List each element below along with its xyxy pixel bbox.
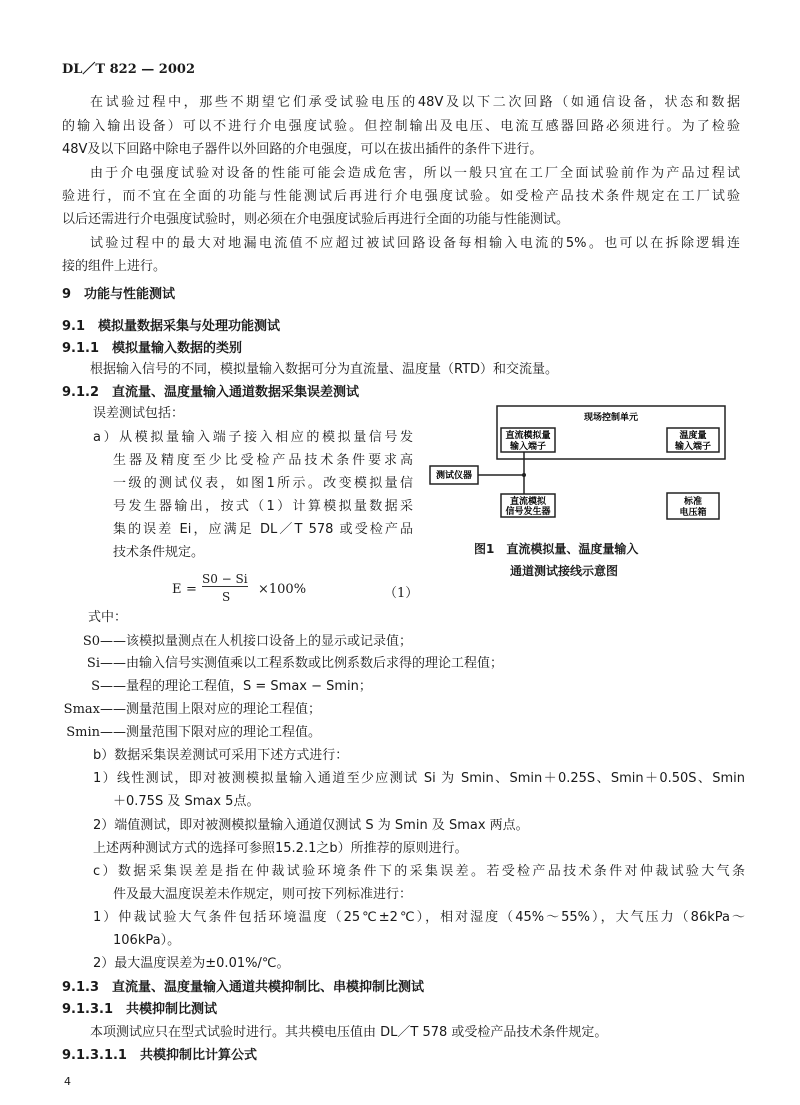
list-item-b1: ＋0.75S 及 Smax 5点。 — [113, 794, 260, 809]
paragraph-line: 在试验过程中，那些不期望它们承受试验电压的48V及以下二次回路（如通信设备，状态和数据 — [90, 95, 740, 110]
field-control-unit-label: 现场控制单元 — [583, 413, 639, 423]
section-heading-9-1-3: 9.1.3 直流量、温度量输入通道共模抑制比、串模抑制比测试 — [62, 980, 425, 995]
temp-terminal-label: 输入端子 — [674, 442, 712, 452]
list-item-a: 号发生器输出，按式（1）计算模拟量数据采 — [113, 499, 413, 514]
page-number: 4 — [64, 1075, 71, 1088]
list-item-b2: 2）端值测试，即对被测模拟量输入通道仅测试 S 为 Smin 及 Smax 两点。 — [93, 818, 529, 833]
voltage-box-label: 电压箱 — [679, 508, 707, 518]
list-item-a: 一级的测试仪表，如图1所示。改变模拟量信 — [113, 476, 413, 491]
list-item-a: 集的误差 Ei，应满足 DL／T 578 或受检产品 — [113, 522, 413, 537]
list-item-a: a）从模拟量输入端子接入相应的模拟量信号发 — [93, 430, 413, 445]
formula-equals: = — [186, 582, 197, 597]
def-symbol: S0 — [82, 634, 100, 649]
paragraph-line: 接的组件上进行。 — [62, 259, 167, 274]
formula-number: （1） — [384, 586, 419, 601]
formula-1 — [172, 570, 419, 610]
paragraph-line: 的输入输出设备）可以不进行介电强度试验。但控制输出及电压、电流互感器回路必须进行。为了检验 — [62, 119, 740, 134]
voltage-box-label: 标准 — [683, 497, 703, 507]
figure-1-diagram — [420, 398, 740, 533]
list-item-c: 件及最大温度误差未作规定，则可按下列标准进行： — [113, 887, 413, 902]
def-text: ——测量范围下限对应的理论工程值。 — [100, 725, 322, 740]
list-item-c1: 1）仲裁试验大气条件包括环境温度（25℃±2℃），相对湿度（45%～55%），大气压力（86kPa～ — [93, 910, 745, 925]
def-symbol: Si — [86, 656, 100, 671]
section-heading-9-1-2: 9.1.2 直流量、温度量输入通道数据采集误差测试 — [62, 385, 360, 400]
list-item-c2: 2）最大温度误差为±0.01%/℃。 — [93, 956, 290, 971]
paragraph-line: 试验过程中的最大对地漏电流值不应超过被试回路设备每相输入电流的5%。也可以在拆除逻辑连 — [90, 236, 740, 251]
where-label: 式中： — [88, 610, 128, 625]
def-symbol: S — [91, 679, 100, 694]
list-item-c: c）数据采集误差是指在仲裁试验环境条件下的采集误差。若受检产品技术条件对仲裁试验大气条 — [93, 864, 745, 879]
formula-denominator: S — [222, 590, 231, 604]
list-item-a: 技术条件规定。 — [113, 545, 205, 560]
document-header: DL／T 822 — 2002 — [62, 62, 195, 77]
formula-multiplier: ×100% — [258, 582, 307, 597]
def-symbol: Smax — [63, 702, 100, 717]
figure-caption: 通道测试接线示意图 — [510, 564, 619, 578]
formula-lhs: E — [172, 582, 182, 597]
figure-caption: 图1 直流模拟量、温度量输入 — [474, 542, 639, 556]
junction-dot — [522, 473, 526, 477]
section-heading-9: 9 功能与性能测试 — [62, 287, 176, 302]
def-symbol: Smin — [66, 725, 100, 740]
generator-label: 直流模拟 — [509, 497, 547, 507]
paragraph-line: 验进行，而不宜在全面的功能与性能测试后再进行介电强度试验。如受检产品技术条件规定在工厂试验 — [62, 189, 740, 204]
section-text: 本项测试应只在型式试验时进行。其共模电压值由 DL／T 578 或受检产品技术条件规定。 — [90, 1025, 608, 1040]
instrument-label: 测试仪器 — [435, 471, 473, 481]
generator-label: 信号发生器 — [505, 507, 551, 517]
dc-terminal-label: 直流模拟量 — [505, 431, 551, 441]
list-item-a: 生器及精度至少比受检产品技术条件要求高 — [113, 453, 413, 468]
list-note: 上述两种测试方式的选择可参照15.2.1之b）所推荐的原则进行。 — [93, 841, 468, 856]
section-text: 根据输入信号的不同，模拟量输入数据可分为直流量、温度量（RTD）和交流量。 — [90, 362, 559, 377]
paragraph-line: 以后还需进行介电强度试验时，则必须在介电强度试验后再进行全面的功能与性能测试。 — [62, 212, 570, 227]
def-text: ——量程的理论工程值，S = Smax − Smin； — [100, 679, 372, 694]
section-heading-9-1: 9.1 模拟量数据采集与处理功能测试 — [62, 319, 281, 334]
temp-terminal-label: 温度量 — [679, 431, 707, 441]
def-text: ——该模拟量测点在人机接口设备上的显示或记录值； — [100, 634, 413, 649]
list-item-b: b）数据采集误差测试可采用下述方式进行： — [93, 748, 349, 763]
section-heading-9-1-1: 9.1.1 模拟量输入数据的类别 — [62, 341, 243, 356]
def-text: ——由输入信号实测值乘以工程系数或比例系数后求得的理论工程值； — [100, 656, 504, 671]
paragraph-line: 48V及以下回路中除电子器件以外回路的介电强度，可以在拔出插件的条件下进行。 — [62, 142, 543, 157]
paragraph-line: 由于介电强度试验对设备的性能可能会造成危害，所以一般只宜在工厂全面试验前作为产品过程试 — [90, 166, 740, 181]
list-item-c1: 106kPa）。 — [113, 933, 181, 948]
def-text: ——测量范围上限对应的理论工程值； — [100, 702, 322, 717]
section-heading-9-1-3-1: 9.1.3.1 共模抑制比测试 — [62, 1002, 217, 1017]
dc-terminal-label: 输入端子 — [509, 442, 547, 452]
section-text: 误差测试包括： — [93, 406, 185, 421]
formula-numerator: S0 − Si — [202, 572, 248, 586]
section-heading-9-1-3-1-1: 9.1.3.1.1 共模抑制比计算公式 — [62, 1048, 257, 1063]
list-item-b1: 1）线性测试，即对被测模拟量输入通道至少应测试 Si 为 Smin、Smin＋0.25S、Smin＋0.50S、Smin — [93, 771, 745, 786]
